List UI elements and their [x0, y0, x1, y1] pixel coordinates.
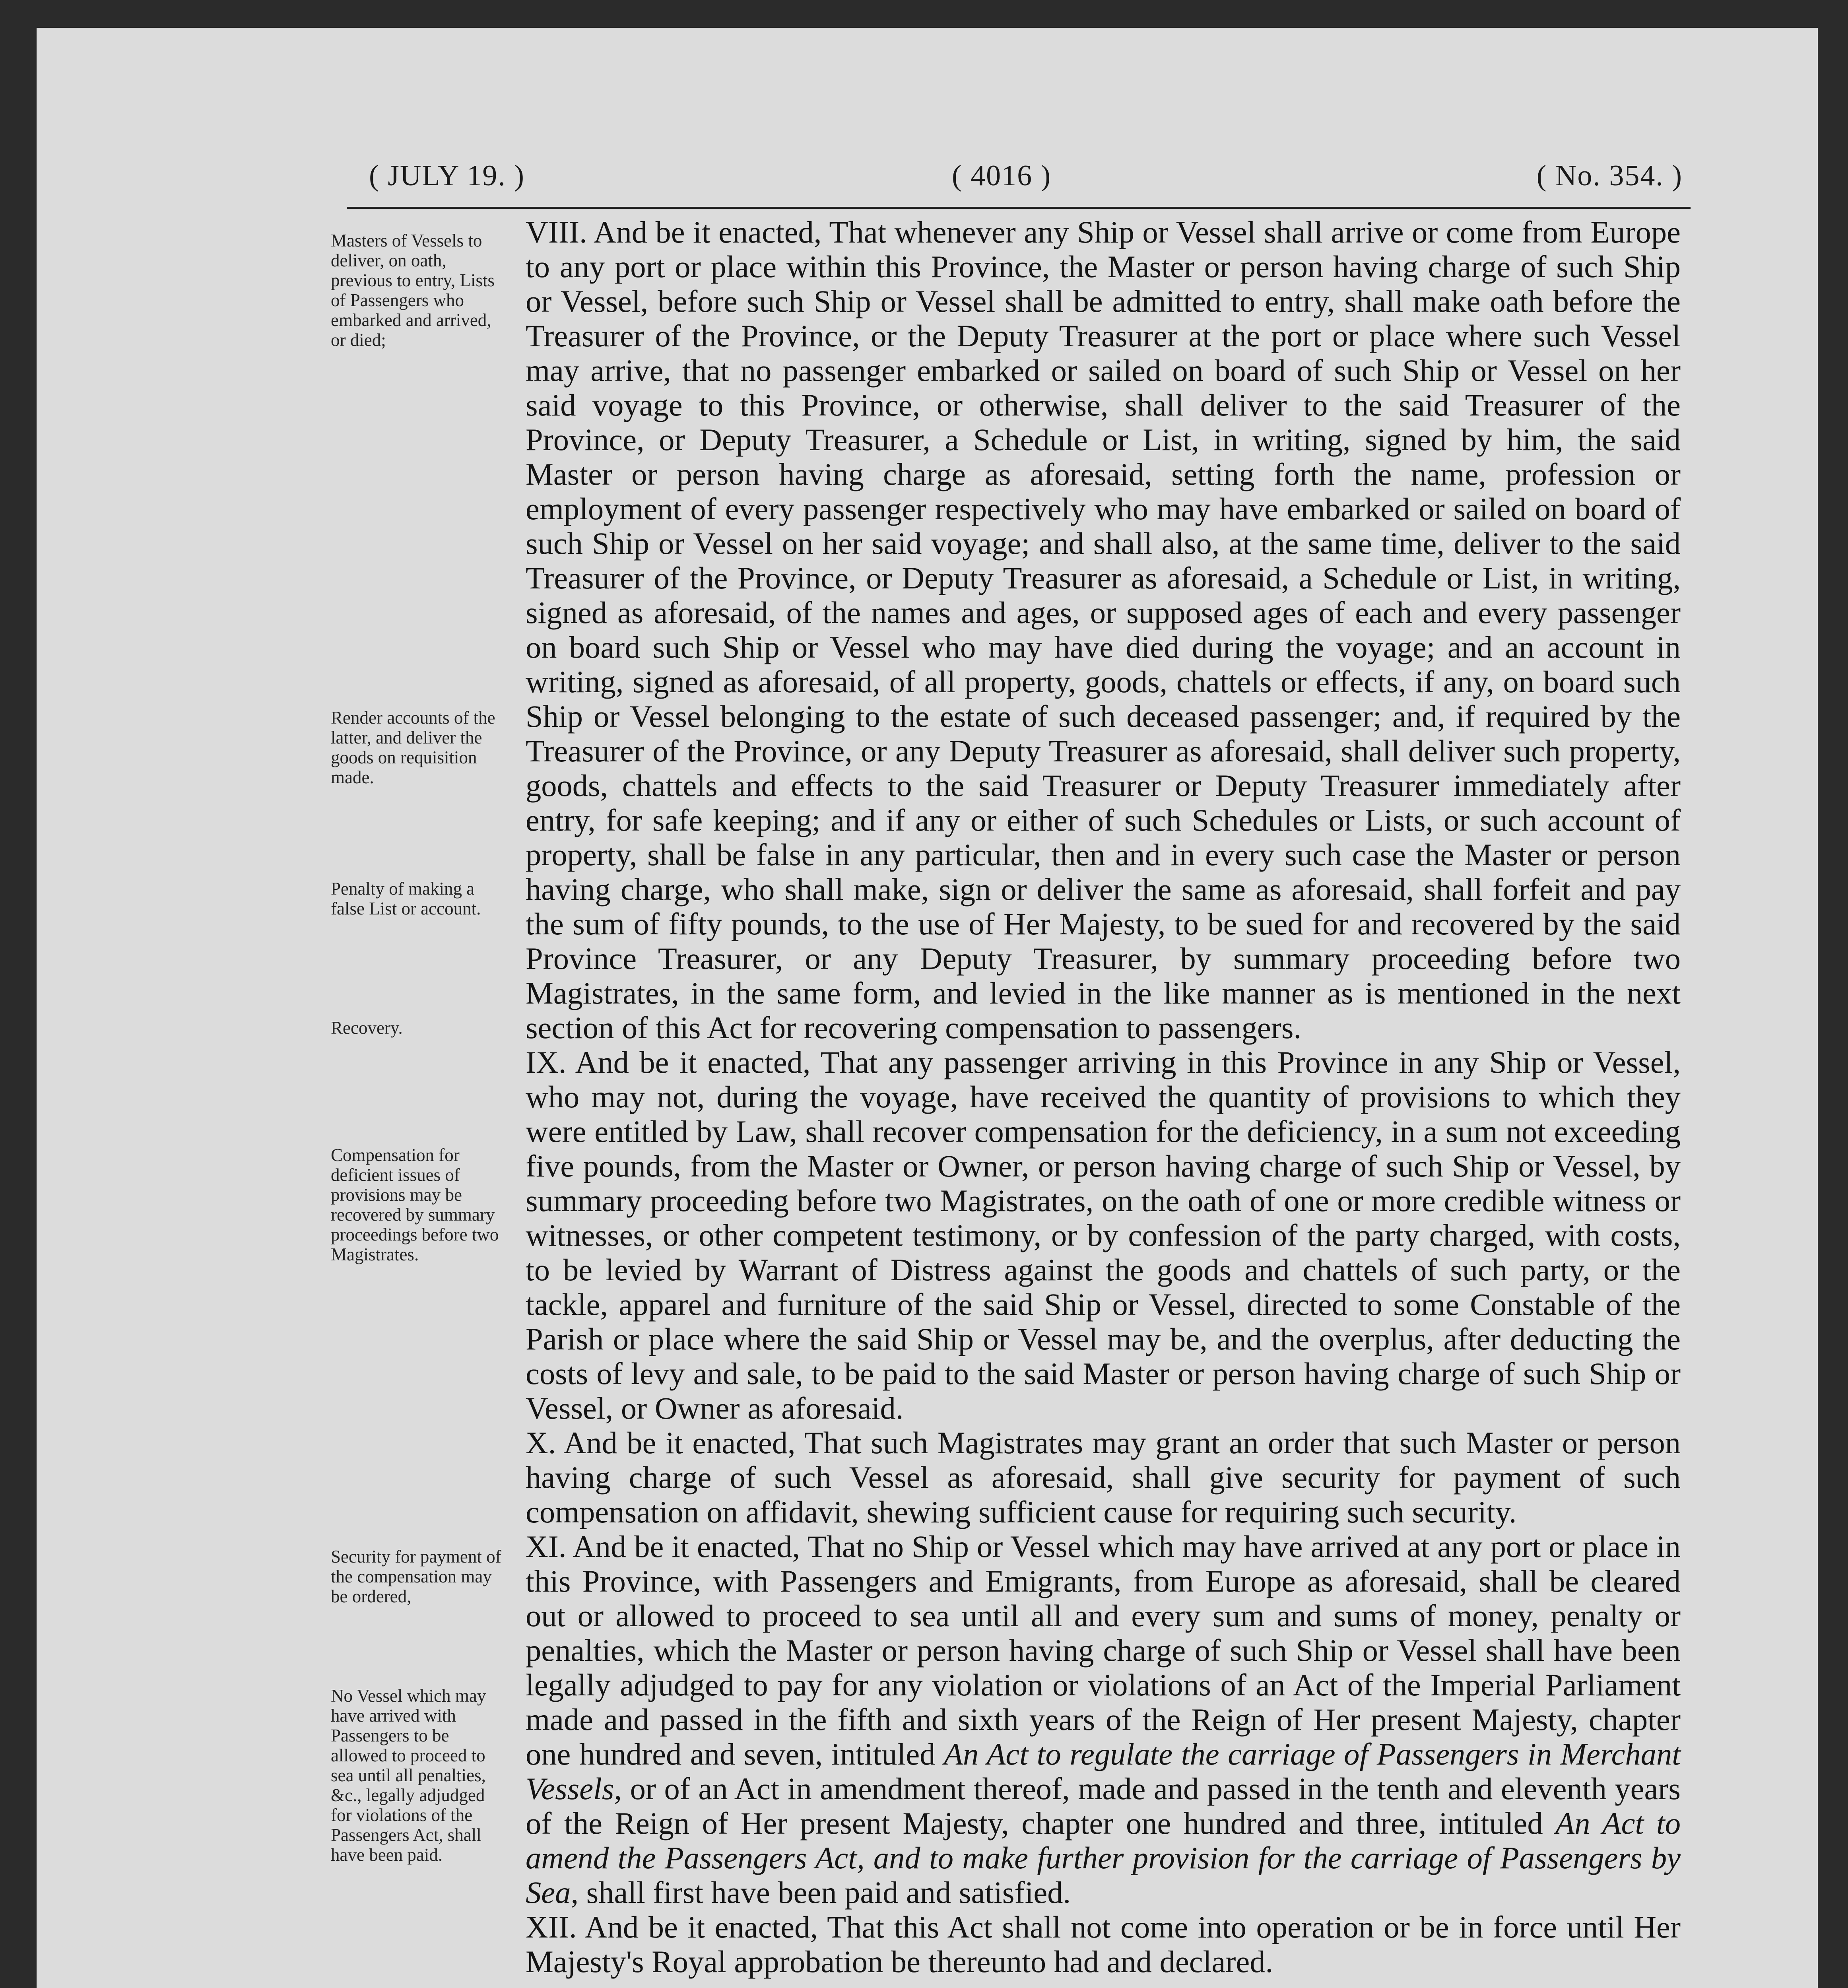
section-xi-act-title: An Act to amend the Passengers Act, and to make further provision for the carriage of Passengers by Sea,	[526, 1806, 1681, 1910]
section-ix: IX. And be it enacted, That any passenger arriving in this Province in any Ship or Vessel, who may not, during the voyage, have received the quantity of provisions to which they were entitled by Law, shall recover compensation for the deficiency, in a sum not exceeding five pounds, from the Master or Owner, or person having charge of such Ship or Vessel, by summary proceeding before two Magistrates, on the oath of one or more credible witness or witnesses, or other competent testimony, or by confession of the party charged, with costs, to be levied by Warrant of Distress against the goods and chattels of such party, or the tackle, apparel and furniture of the said Ship or Vessel, directed to some Constable of the Parish or place where the said Ship or Vessel may be, and the overplus, after deducting the costs of levy and sale, to be paid to the said Master or person having charge of such Ship or Vessel, or Owner as aforesaid.	[526, 1045, 1681, 1425]
section-xi-act-title: An Act to regulate the carriage of Passengers in Merchant Vessels,	[526, 1737, 1681, 1806]
section-x: X. And be it enacted, That such Magistrates may grant an order that such Master or person having charge of such Vessel as aforesaid, shall give security for payment of such compensation on affidavit, shewing sufficient cause for requiring such security.	[526, 1425, 1681, 1529]
header-rule	[347, 207, 1691, 209]
section-xi	[526, 1529, 1681, 1910]
act-body	[526, 215, 1681, 1979]
margin-note: Penalty of making a false List or account.	[331, 879, 481, 918]
margin-note: Render accounts of the latter, and deliver the goods on requisition made.	[331, 708, 495, 787]
section-xi-text: or of an Act in amendment thereof, made and passed in the tenth and eleventh years of the Reign of Her present Majesty, chapter one hundred and three, intituled	[526, 1771, 1681, 1840]
margin-note: No Vessel which may have arrived with Passengers to be allowed to proceed to sea until all penalties, &c., legally adjudged for violations of the Passengers Act, shall have been paid.	[331, 1686, 486, 1865]
section-xi-text: XI. And be it enacted, That no Ship or Vessel which may have arrived at any port or place in this Province, with Passengers and Emigrants, from Europe as aforesaid, shall be cleared out or allowed to proceed to sea until all and every sum and sums of money, penalty or penalties, which the Master or person having charge of such Ship or Vessel shall have been legally adjudged to pay for any violation or violations of an Act of the Imperial Parliament made and passed in the fifth and sixth years of the Reign of Her present Majesty, chapter one hundred and seven, intituled	[526, 1529, 1681, 1771]
section-xii: XII. And be it enacted, That this Act shall not come into operation or be in force until Her Majesty's Royal approbation be thereunto had and declared.	[526, 1910, 1681, 1979]
document-page	[37, 28, 1818, 1988]
margin-note: Recovery.	[331, 1018, 403, 1038]
header-page-number: ( 4016 )	[952, 159, 1052, 192]
margin-note: Compensation for deficient issues of provisions may be recovered by summary proceedings before two Magistrates.	[331, 1145, 499, 1264]
section-xi-text: shall first have been paid and satisfied.	[586, 1875, 1071, 1910]
section-viii: VIII. And be it enacted, That whenever any Ship or Vessel shall arrive or come from Europe to any port or place within this Province, the Master or person having charge of such Ship or Vessel, before such Ship or Vessel shall be admitted to entry, shall make oath before the Treasurer of the Province, or the Deputy Treasurer at the port or place where such Vessel may arrive, that no passenger embarked or sailed on board of such Ship or Vessel on her said voyage to this Province, or otherwise, shall deliver to the said Treasurer of the Province, or Deputy Treasurer, a Schedule or List, in writing, signed by him, the said Master or person having charge as aforesaid, setting forth the name, profession or employment of every passenger respectively who may have embarked or sailed on board of such Ship or Vessel on her said voyage; and shall also, at the same time, deliver to the said Treasurer of the Province, or Deputy Treasurer as aforesaid, a Schedule or List, in writing, signed as aforesaid, of the names and ages, or supposed ages of each and every passenger on board such Ship or Vessel who may have died during the voyage; and an account in writing, signed as aforesaid, of all property, goods, chattels or effects, if any, on board such Ship or Vessel belonging to the estate of such deceased passenger; and, if required by the Treasurer of the Province, or any Deputy Treasurer as aforesaid, shall deliver such property, goods, chattels and effects to the said Treasurer or Deputy Treasurer immediately after entry, for safe keeping; and if any or either of such Schedules or Lists, or such account of property, shall be false in any particular, then and in every such case the Master or person having charge, who shall make, sign or deliver the same as aforesaid, shall forfeit and pay the sum of fifty pounds, to the use of Her Majesty, to be sued for and recovered by the said Province Treasurer, or any Deputy Treasurer, by summary proceeding before two Magistrates, in the same form, and levied in the like manner as is mentioned in the next section of this Act for recovering compensation to passengers.	[526, 215, 1681, 1045]
header-act-number: ( No. 354. )	[1536, 159, 1683, 192]
margin-note: Masters of Vessels to deliver, on oath, previous to entry, Lists of Passengers who embarked and arrived, or died;	[331, 231, 495, 350]
margin-note: Security for payment of the compensation may be ordered,	[331, 1547, 501, 1606]
page-header	[369, 147, 1683, 207]
header-date: ( JULY 19. )	[369, 159, 525, 192]
